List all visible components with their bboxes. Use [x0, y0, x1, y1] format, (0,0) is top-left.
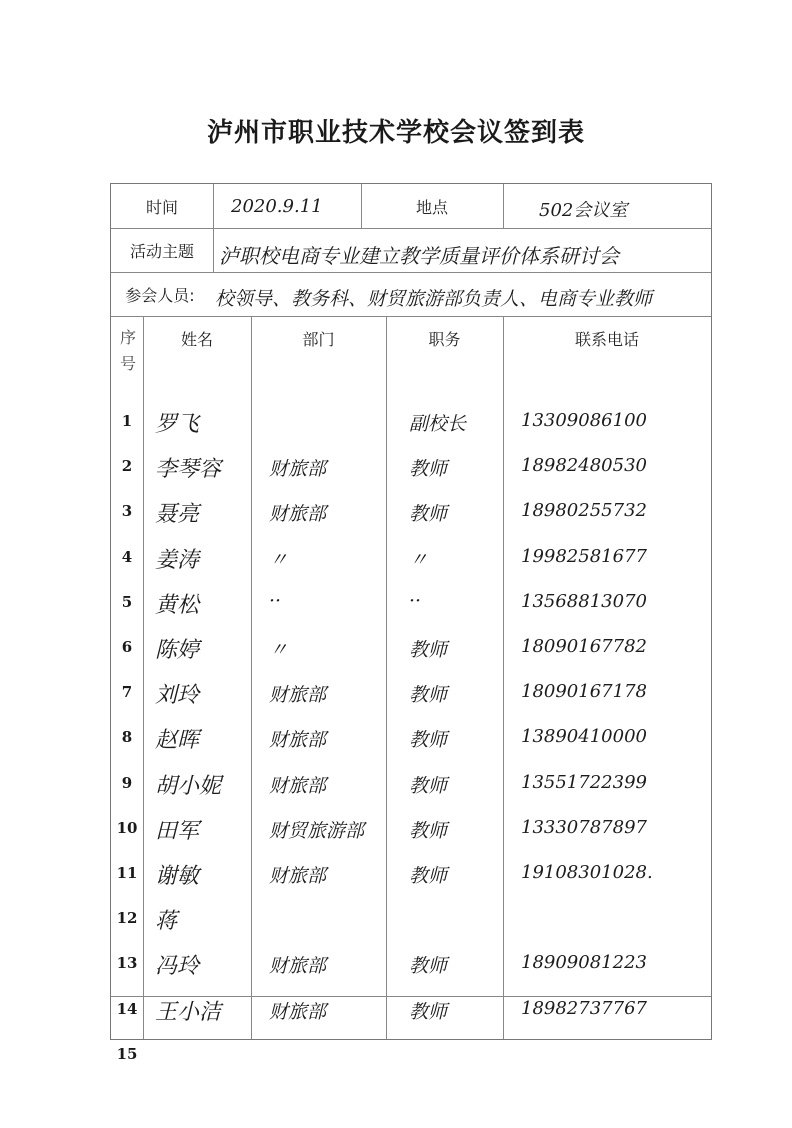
row-name: 胡小妮 [155, 773, 222, 799]
row-number: 7 [121, 683, 133, 702]
row-name: 蒋 [155, 909, 178, 935]
col-divider [251, 316, 252, 1039]
row-number: 8 [121, 728, 133, 747]
row-dept: 财旅部 [269, 955, 327, 978]
row-number: 11 [116, 864, 138, 882]
place-label: 地点 [415, 197, 448, 217]
row-phone: 13890410000 [521, 726, 647, 748]
row-role: 教师 [409, 684, 448, 707]
row-number: 2 [121, 457, 133, 476]
col-divider [213, 228, 214, 272]
row-phone: 18982480530 [521, 455, 647, 477]
row-number: 3 [121, 502, 133, 521]
row-number: 5 [121, 592, 133, 611]
row-name: 聂亮 [155, 502, 200, 528]
row-role: 教师 [409, 729, 448, 752]
row-role: 教师 [409, 639, 448, 661]
row-role: 教师 [409, 458, 448, 481]
row-role: 教师 [409, 955, 448, 978]
page-title: 泸州市职业技术学校会议签到表 [206, 118, 585, 148]
row-dept: 财旅部 [269, 865, 327, 887]
col-divider [143, 316, 144, 1039]
col-divider [503, 184, 504, 228]
row-number: 15 [116, 1044, 138, 1063]
row-dept: 财旅部 [269, 503, 327, 526]
row-role: ·· [409, 589, 422, 612]
row-name: 姜涛 [155, 547, 200, 573]
col-header-seq: 序号 [117, 329, 137, 381]
col-header-dept: 部门 [302, 329, 335, 349]
col-header-name: 姓名 [180, 329, 213, 349]
row-name: 黄松 [155, 592, 200, 618]
row-name: 田军 [155, 818, 200, 844]
row-number: 1 [121, 412, 133, 430]
row-phone: 13309086100 [521, 410, 647, 431]
row-phone: 13568813070 [521, 590, 647, 612]
row-name: 陈婷 [155, 638, 200, 663]
col-divider [503, 316, 504, 1039]
row-role: 教师 [409, 865, 448, 887]
row-name: 赵晖 [155, 728, 200, 754]
row-number: 10 [116, 818, 138, 837]
row-number: 4 [121, 547, 133, 566]
row-name: 李琴容 [155, 457, 222, 483]
row-number: 12 [116, 909, 138, 928]
row-role: 教师 [409, 1000, 448, 1023]
row-phone: 19108301028. [521, 862, 653, 883]
row-number: 9 [121, 773, 133, 792]
row-dept: 财贸旅游部 [269, 819, 365, 842]
row-number: 13 [116, 954, 138, 973]
topic-label: 活动主题 [129, 241, 194, 261]
row-role: 副校长 [409, 413, 467, 435]
time-value: 2020.9.11 [231, 196, 323, 217]
row-phone: 18980255732 [521, 500, 647, 522]
row-dept: 财旅部 [269, 1000, 327, 1023]
row-phone: 18909081223 [521, 952, 647, 974]
row-dept: 财旅部 [269, 729, 327, 752]
row-number: 14 [116, 999, 138, 1018]
participants-value: 校领导、教务科、财贸旅游部负责人、电商专业教师 [215, 288, 653, 310]
col-header-phone: 联系电话 [574, 329, 639, 349]
col-header-role: 职务 [428, 329, 461, 349]
row-phone: 13330787897 [521, 816, 647, 838]
row-phone: 18090167782 [521, 636, 647, 657]
row-name: 刘玲 [155, 683, 200, 709]
row-dept: 〃 [269, 548, 289, 571]
row-phone: 18982737767 [521, 997, 647, 1019]
row-phone: 13551722399 [521, 771, 647, 793]
row-role: 教师 [409, 774, 448, 797]
row-dept: 财旅部 [269, 458, 327, 481]
row-dept: 财旅部 [269, 684, 327, 707]
topic-value: 泸职校电商专业建立教学质量评价体系研讨会 [219, 244, 619, 268]
col-divider [213, 184, 214, 228]
row-role: 教师 [409, 819, 448, 842]
time-label: 时间 [145, 197, 178, 217]
sign-in-table [110, 183, 712, 1063]
row-name: 谢敏 [155, 864, 200, 889]
row-dept: 财旅部 [269, 774, 327, 797]
row-dept: 〃 [269, 639, 289, 661]
row-name: 王小洁 [155, 999, 222, 1025]
participants-label: 参会人员: [125, 285, 195, 305]
place-value: 502会议室 [539, 200, 628, 221]
row-name: 冯玲 [155, 954, 200, 980]
col-divider [386, 316, 387, 1039]
row-role: 〃 [409, 548, 429, 571]
row-dept: ·· [269, 589, 282, 612]
row-role: 教师 [409, 503, 448, 526]
row-name: 罗飞 [155, 412, 200, 437]
row-phone: 19982581677 [521, 545, 647, 567]
row-phone: 18090167178 [521, 681, 647, 703]
row-number: 6 [121, 638, 133, 656]
